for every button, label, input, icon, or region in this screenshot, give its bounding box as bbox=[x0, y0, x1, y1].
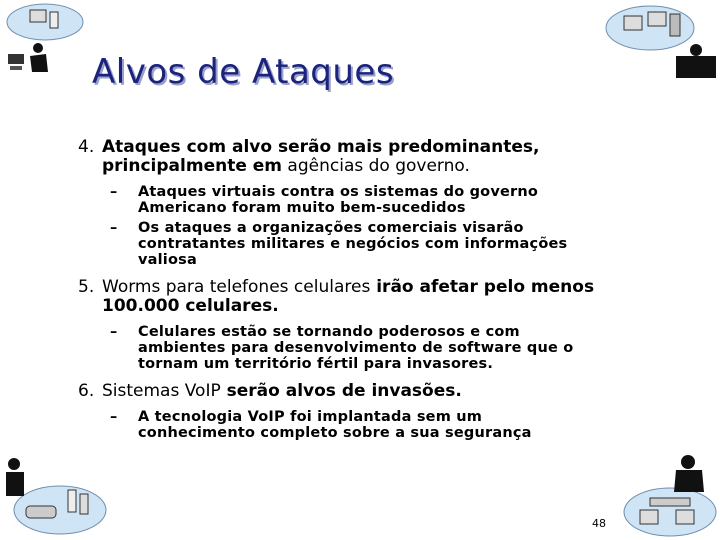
sub-text: Ataques virtuais contra os sistemas do governo bbox=[138, 184, 539, 200]
sub-list bbox=[78, 409, 658, 441]
sub-text: contratantes militares e negócios com informações bbox=[138, 236, 568, 252]
sub-text: Os ataques a organizações comerciais visarão bbox=[138, 220, 524, 236]
slide-content bbox=[78, 138, 658, 451]
item-text: agências do governo. bbox=[282, 156, 470, 176]
sub-list bbox=[78, 184, 658, 268]
item-text: Worms para telefones celulares bbox=[102, 277, 371, 297]
list-item-4 bbox=[78, 138, 658, 176]
dash-bullet: – bbox=[110, 324, 118, 340]
item-text: serão alvos de invasões. bbox=[220, 381, 462, 401]
sub-text: tornam um território fértil para invasores. bbox=[138, 356, 494, 372]
person-computer-cloud-icon bbox=[0, 0, 90, 80]
item-number: 6. bbox=[78, 381, 95, 401]
list-item-5 bbox=[78, 278, 658, 316]
sub-item bbox=[78, 324, 658, 372]
dash-bullet: – bbox=[110, 220, 118, 236]
sub-text: conhecimento completo sobre a sua segurança bbox=[138, 425, 532, 441]
item-text: irão afetar pelo menos bbox=[370, 277, 595, 297]
sub-text: valiosa bbox=[138, 252, 197, 268]
person-car-phone-icon bbox=[0, 450, 110, 540]
item-number: 5. bbox=[78, 277, 95, 297]
office-network-icon bbox=[610, 450, 720, 540]
page-number: 48 bbox=[592, 517, 606, 530]
item-number: 4. bbox=[78, 137, 95, 157]
dash-bullet: – bbox=[110, 409, 118, 425]
sub-list bbox=[78, 324, 658, 372]
sub-text: Americano foram muito bem-sucedidos bbox=[138, 200, 466, 216]
list-item-6 bbox=[78, 382, 658, 401]
item-text: Ataques com alvo serão mais predominantes, bbox=[102, 137, 540, 157]
item-text: Sistemas VoIP bbox=[102, 381, 221, 401]
sub-item bbox=[78, 220, 658, 268]
sub-item bbox=[78, 184, 658, 216]
network-cloud-icon bbox=[600, 0, 720, 80]
sub-text: Celulares estão se tornando poderosos e com bbox=[138, 324, 520, 340]
sub-text: A tecnologia VoIP foi implantada sem um bbox=[138, 409, 483, 425]
item-text: principalmente em bbox=[102, 156, 283, 176]
dash-bullet: – bbox=[110, 184, 118, 200]
sub-text: ambientes para desenvolvimento de software que o bbox=[138, 340, 574, 356]
slide-title: Alvos de Ataques bbox=[92, 52, 395, 92]
item-text: 100.000 celulares. bbox=[102, 296, 279, 316]
sub-item bbox=[78, 409, 658, 441]
